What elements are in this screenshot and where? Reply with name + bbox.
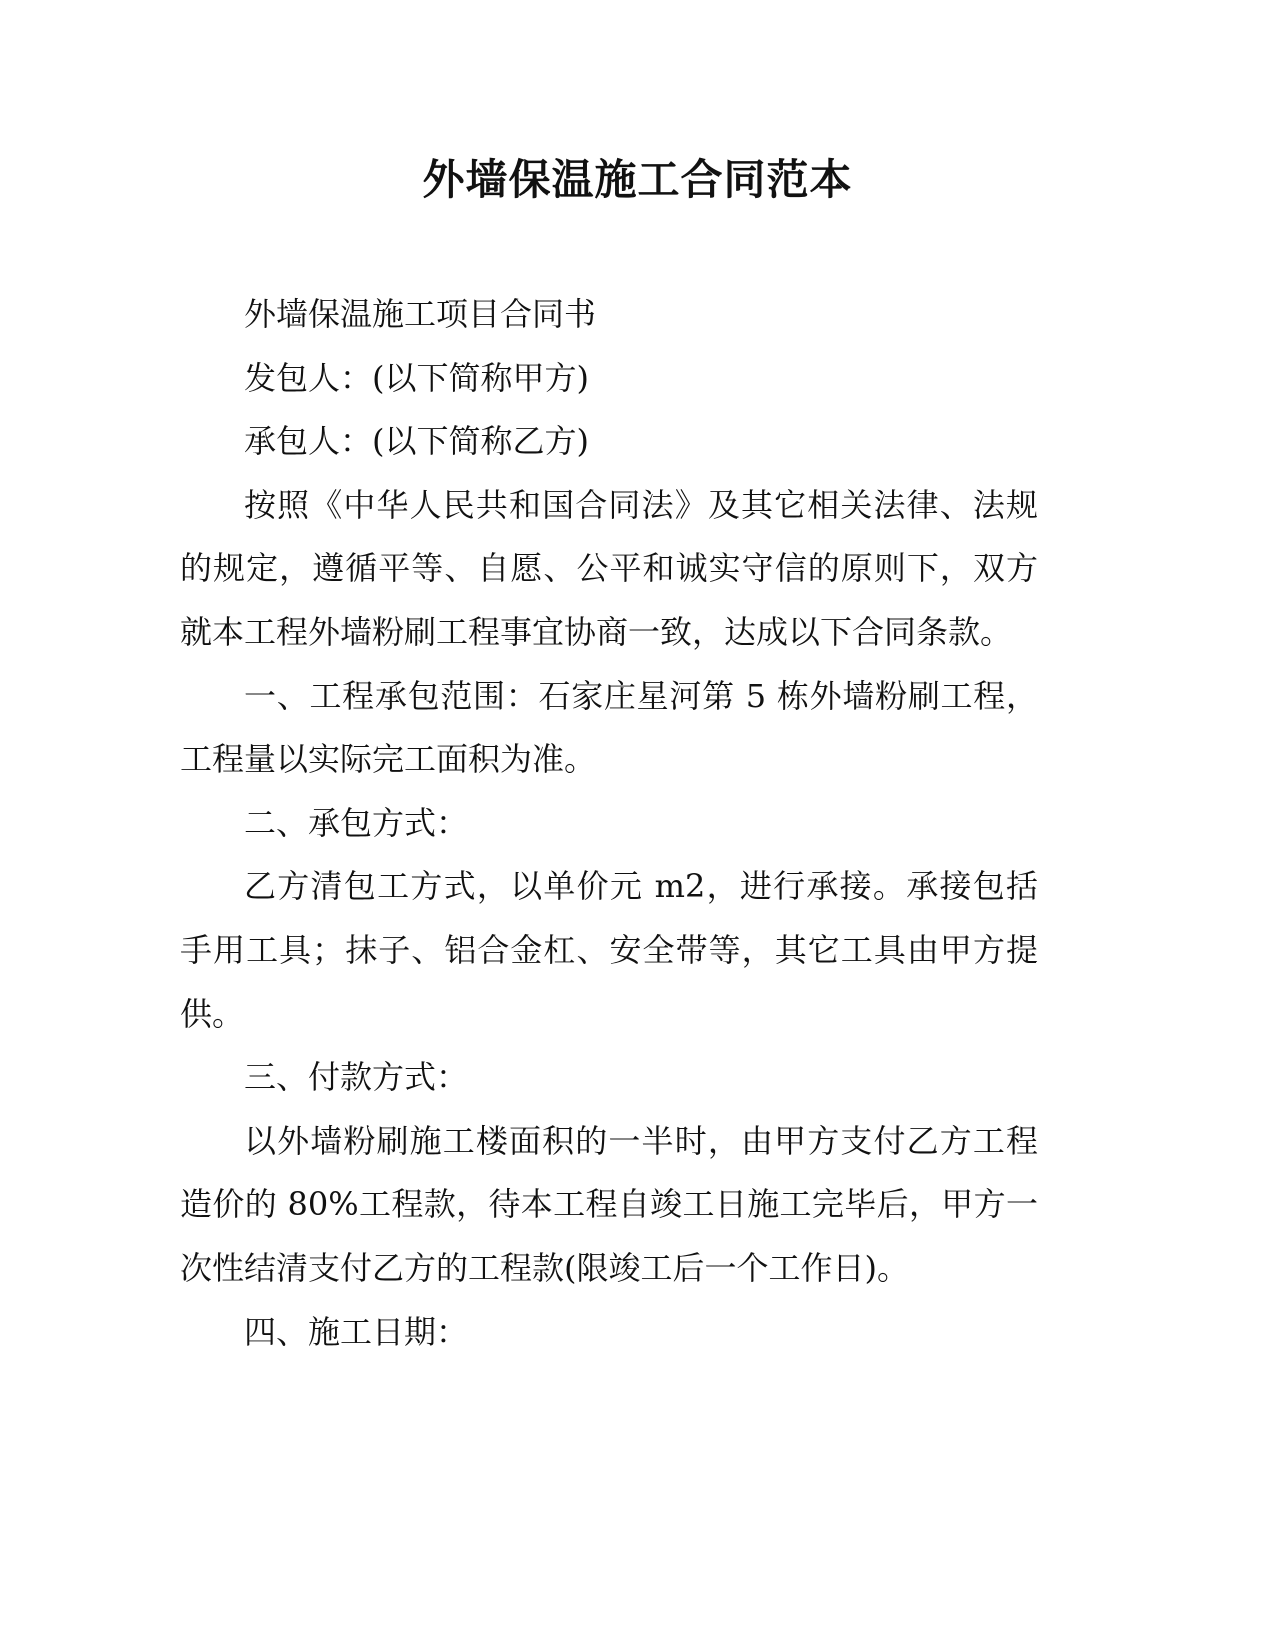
payment-heading: 三、付款方式： (244, 1058, 469, 1097)
payment-clause: 以外墙粉刷施工楼面积的一半时，由甲方支付乙方工程造价的 80%工程款，待本工程自竣工日施工完毕后，甲方一次性结清支付乙方的工程款(限竣工后一个工作日)。 (180, 1121, 1038, 1287)
contract-method-clause: 乙方清包工方式，以单价元 m2，进行承接。承接包括手用工具；抹子、铝合金杠、安全带等，其它工具由甲方提供。 (180, 867, 1038, 1033)
employer-line: 发包人：(以下简称甲方) (244, 358, 589, 397)
contract-heading: 外墙保温施工项目合同书 (244, 295, 597, 333)
document-title: 外墙保温施工合同范本 (422, 155, 853, 204)
contract-method-heading: 二、承包方式： (244, 803, 469, 842)
schedule-heading: 四、施工日期： (244, 1312, 469, 1351)
document-body (180, 283, 1038, 1364)
preamble-paragraph: 按照《中华人民共和国合同法》及其它相关法律、法规的规定，遵循平等、自愿、公平和诚实守信的原则下，双方就本工程外墙粉刷工程事宜协商一致，达成以下合同条款。 (180, 485, 1038, 651)
scope-clause: 一、工程承包范围：石家庄星河第 5 栋外墙粉刷工程，工程量以实际完工面积为准。 (180, 676, 1038, 779)
contractor-line: 承包人：(以下简称乙方) (244, 422, 589, 461)
